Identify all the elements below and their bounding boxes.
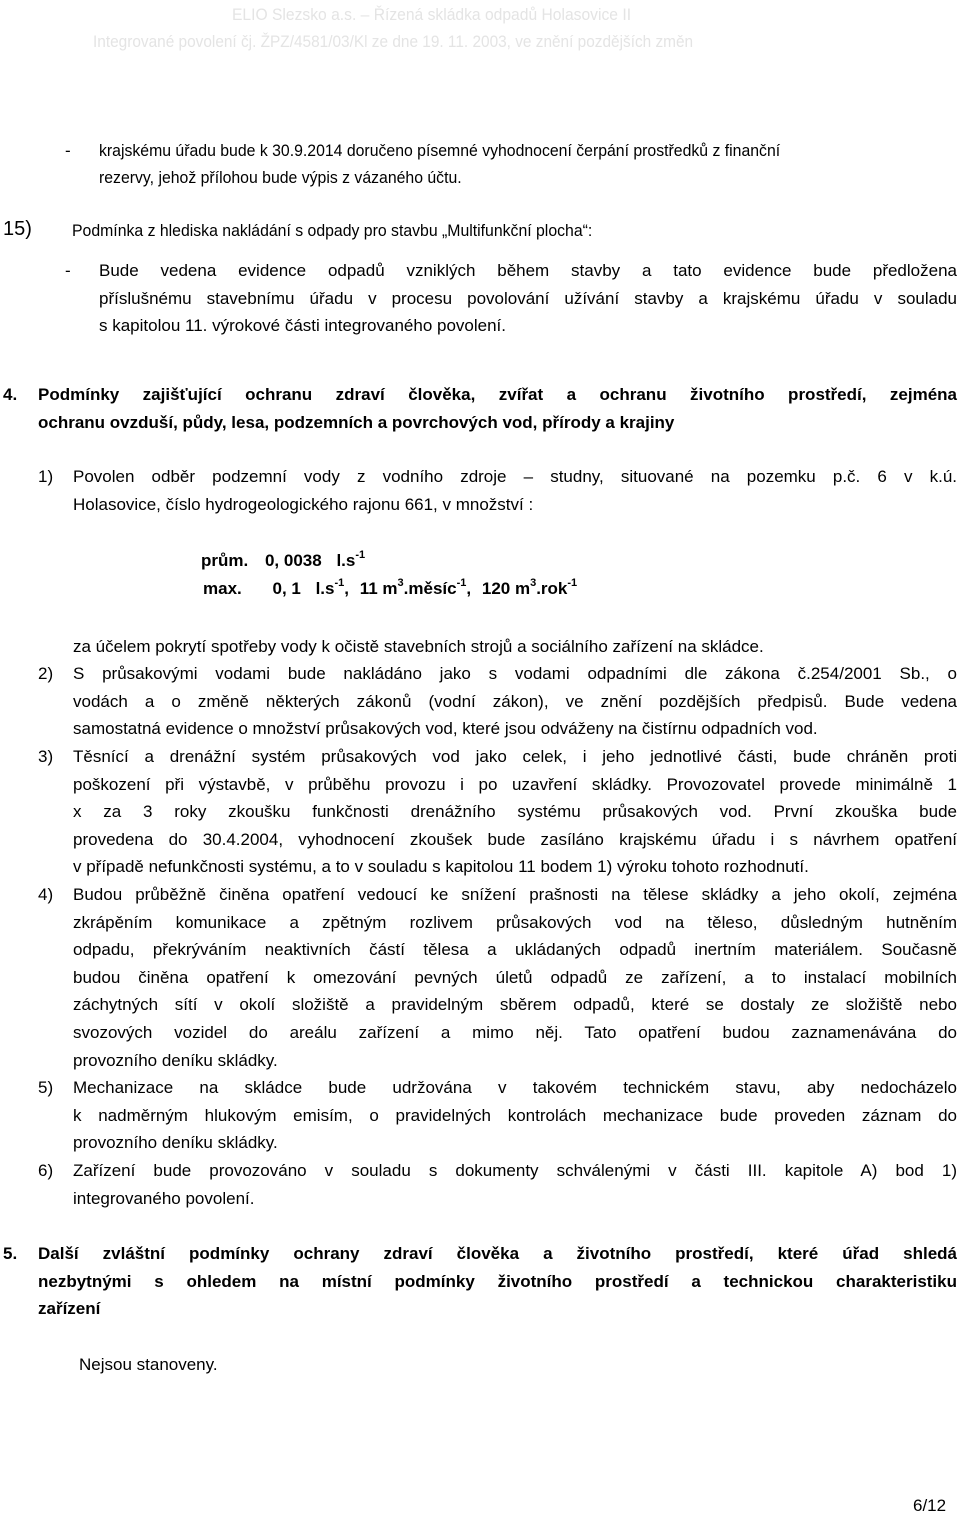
quantity-max-exp-2: 3	[397, 577, 404, 590]
water-purpose: za účelem pokrytí spotřeby vody k očistě stavebních strojů a sociálního zařízení na skládce.	[73, 637, 764, 656]
quantity-max-label: max.	[203, 579, 242, 598]
page-number: 6/12	[913, 1496, 947, 1515]
item-15-line: Bude vedena evidence odpadů vzniklých během stavby a tato evidence bude předložena	[99, 261, 957, 280]
quantity-max-exp-5: -1	[567, 577, 578, 590]
item-3-body	[73, 743, 957, 881]
item-1-number: 1)	[38, 467, 54, 486]
item-6-line: integrovaného povolení.	[73, 1188, 255, 1208]
quantity-max-exp-3: -1	[456, 577, 467, 590]
section-5-number: 5.	[3, 1244, 18, 1263]
item-3-line: x za 3 roky zkoušku funkčnosti drenážního systému průsakových vod. První zkouška bude	[73, 802, 957, 822]
quantity-max-value-3: 120 m	[481, 579, 531, 598]
item-4-line: svozových vozidel do areálu zařízení a mimo něj. Tato opatření budou zaznamenávána do	[73, 1022, 957, 1042]
quantity-max-exp-1: -1	[334, 577, 345, 590]
item-3-line: Těsnící a drenážní systém průsakových vod jako celek, i jeho jednotlivé části, bude chráněn proti	[73, 747, 957, 766]
quantity-avg-label: prům.	[201, 551, 249, 570]
quantity-avg-exp: -1	[355, 549, 366, 562]
item-2-line: S průsakovými vodami bude nakládáno jako s vodami odpadními dle zákona č.254/2001 Sb., o	[73, 664, 957, 683]
item-5-line: provozního deníku skládky.	[73, 1133, 278, 1153]
quantity-avg-unit: l.s	[336, 551, 356, 570]
section-4-number: 4.	[3, 385, 18, 404]
item-15-number: 15)	[3, 218, 32, 240]
page-header	[0, 0, 960, 62]
item-4-number: 4)	[38, 885, 54, 904]
item-3-number: 3)	[38, 747, 54, 766]
item-4-line: budou činěna opatření k omezování pevných úletů odpadů ze zařízení, a to instalací mobilních	[73, 967, 957, 987]
item-3-line: poškození při výstavbě, v průběhu provozu i po uzavření skládky. Provozovatel provede minimálně 1	[73, 774, 957, 794]
item-1-line: Holasovice, číslo hydrogeologického rajonu 661, v množství :	[73, 494, 534, 514]
quantity-max-sep-2: ,	[466, 579, 472, 598]
item-6-line: Zařízení bude provozováno v souladu s dokumenty schválenými v části III. kapitole A) bod 1)	[73, 1161, 957, 1180]
item-15-line: s kapitolou 11. výrokové části integrovaného povolení.	[99, 316, 506, 336]
header-company-line: ELIO Slezsko a.s. – Řízená skládka odpadů Holasovice II	[232, 5, 632, 24]
item-15-title: Podmínka z hlediska nakládání s odpady pro stavbu „Multifunkční plocha“:	[72, 221, 593, 240]
item-6-body	[73, 1157, 957, 1212]
quantity-max-value: 0, 1	[272, 579, 301, 598]
item-2-line: samostatná evidence o množství průsakových vod, které jsou odváženy na čistírnu odpadních vod.	[73, 719, 818, 739]
item-15-body	[99, 257, 957, 340]
section-4-title-line: Podmínky zajišťující ochranu zdraví člověka, zvířat a ochranu životního prostředí, zejména	[38, 385, 957, 404]
quantity-max-unit-3: .rok	[536, 579, 568, 598]
item-4-line: provozního deníku skládky.	[73, 1050, 278, 1070]
item-3-line: v případě nefunkčnosti systému, a to v souladu s kapitolou 11 bodem 1) výroku tohoto rozhodnutí.	[73, 857, 809, 877]
item-15-dash: -	[65, 261, 71, 280]
item-1-line: Povolen odběr podzemní vody z vodního zdroje – studny, situované na pozemku p.č. 6 v k.ú.	[73, 467, 957, 486]
section-5-title-line: zařízení	[38, 1299, 101, 1319]
quantity-max-sep-1: ,	[344, 579, 349, 598]
item-6-number: 6)	[38, 1161, 54, 1180]
section-5-title-line: Další zvláštní podmínky ochrany zdraví člověka a životního prostředí, které úřad shledá	[38, 1244, 957, 1263]
intro-line-2: rezervy, jehož přílohou bude výpis z vázaného účtu.	[99, 168, 462, 187]
quantity-max-value-2: 11 m	[359, 579, 398, 598]
item-4-line: odpadu, překrýváním neaktivních částí tělesa a ukládaných odpadů inertním materiálem. Současně	[73, 940, 957, 960]
item-3-line: provedena do 30.4.2004, vyhodnocení zkoušek bude zasíláno krajskému úřadu i s návrhem opatření	[73, 829, 957, 849]
item-5-body	[73, 1074, 957, 1157]
quantity-max-exp-4: 3	[530, 577, 537, 590]
item-4-line: zkrápěním komunikace a zpětným rozlivem průsakových vod na těleso, důsledným hutněním	[73, 912, 957, 932]
section-5-title	[38, 1240, 957, 1323]
item-5-line: k nadměrným hlukovým emisím, o pravidelných kontrolách mechanizace bude proveden záznam do	[73, 1105, 957, 1125]
intro-dash: -	[65, 141, 71, 160]
item-4-line: Budou průběžně činěna opatření vedoucí ke snížení prašnosti na tělese skládky a jeho okolí, zejména	[73, 885, 957, 904]
section-5-title-line: nezbytnými s ohledem na místní podmínky životního prostředí a technickou charakteristiku	[38, 1271, 957, 1291]
section-4-title	[38, 381, 957, 436]
section-5-body: Nejsou stanoveny.	[79, 1355, 218, 1374]
item-2-line: vodách a o změně některých zákonů (vodní zákon), ve znění pozdějších předpisů. Bude vedena	[73, 691, 957, 711]
item-5-number: 5)	[38, 1078, 54, 1097]
item-2-number: 2)	[38, 664, 54, 683]
item-4-body	[73, 881, 957, 1074]
quantity-max-row	[203, 578, 577, 600]
header-permit-line: Integrované povolení čj. ŽPZ/4581/03/Kl ze dne 19. 11. 2003, ve znění pozdějších změn	[93, 32, 694, 51]
section-4-title-line: ochranu ovzduší, půdy, lesa, podzemních a povrchových vod, přírody a krajiny	[38, 412, 675, 432]
quantity-avg-value: 0, 0038	[264, 551, 322, 570]
item-1-body	[73, 463, 957, 518]
item-4-line: záchytných sítí v okolí složiště a pravidelným sběrem odpadů, které se dostaly ze složiště nebo	[73, 995, 957, 1015]
item-2-body	[73, 660, 957, 743]
quantity-max-unit-1: l.s	[315, 579, 335, 598]
item-15-line: příslušnému stavebnímu úřadu v procesu povolování užívání stavby a krajskému úřadu v souladu	[99, 288, 957, 308]
item-5-line: Mechanizace na skládce bude udržována v takovém technickém stavu, aby nedocházelo	[73, 1078, 957, 1097]
quantity-max-unit-2: .měsíc	[403, 579, 457, 598]
quantity-avg-row	[201, 550, 365, 572]
intro-line-1: krajskému úřadu bude k 30.9.2014 doručeno písemné vyhodnocení čerpání prostředků z finanční	[99, 141, 781, 160]
